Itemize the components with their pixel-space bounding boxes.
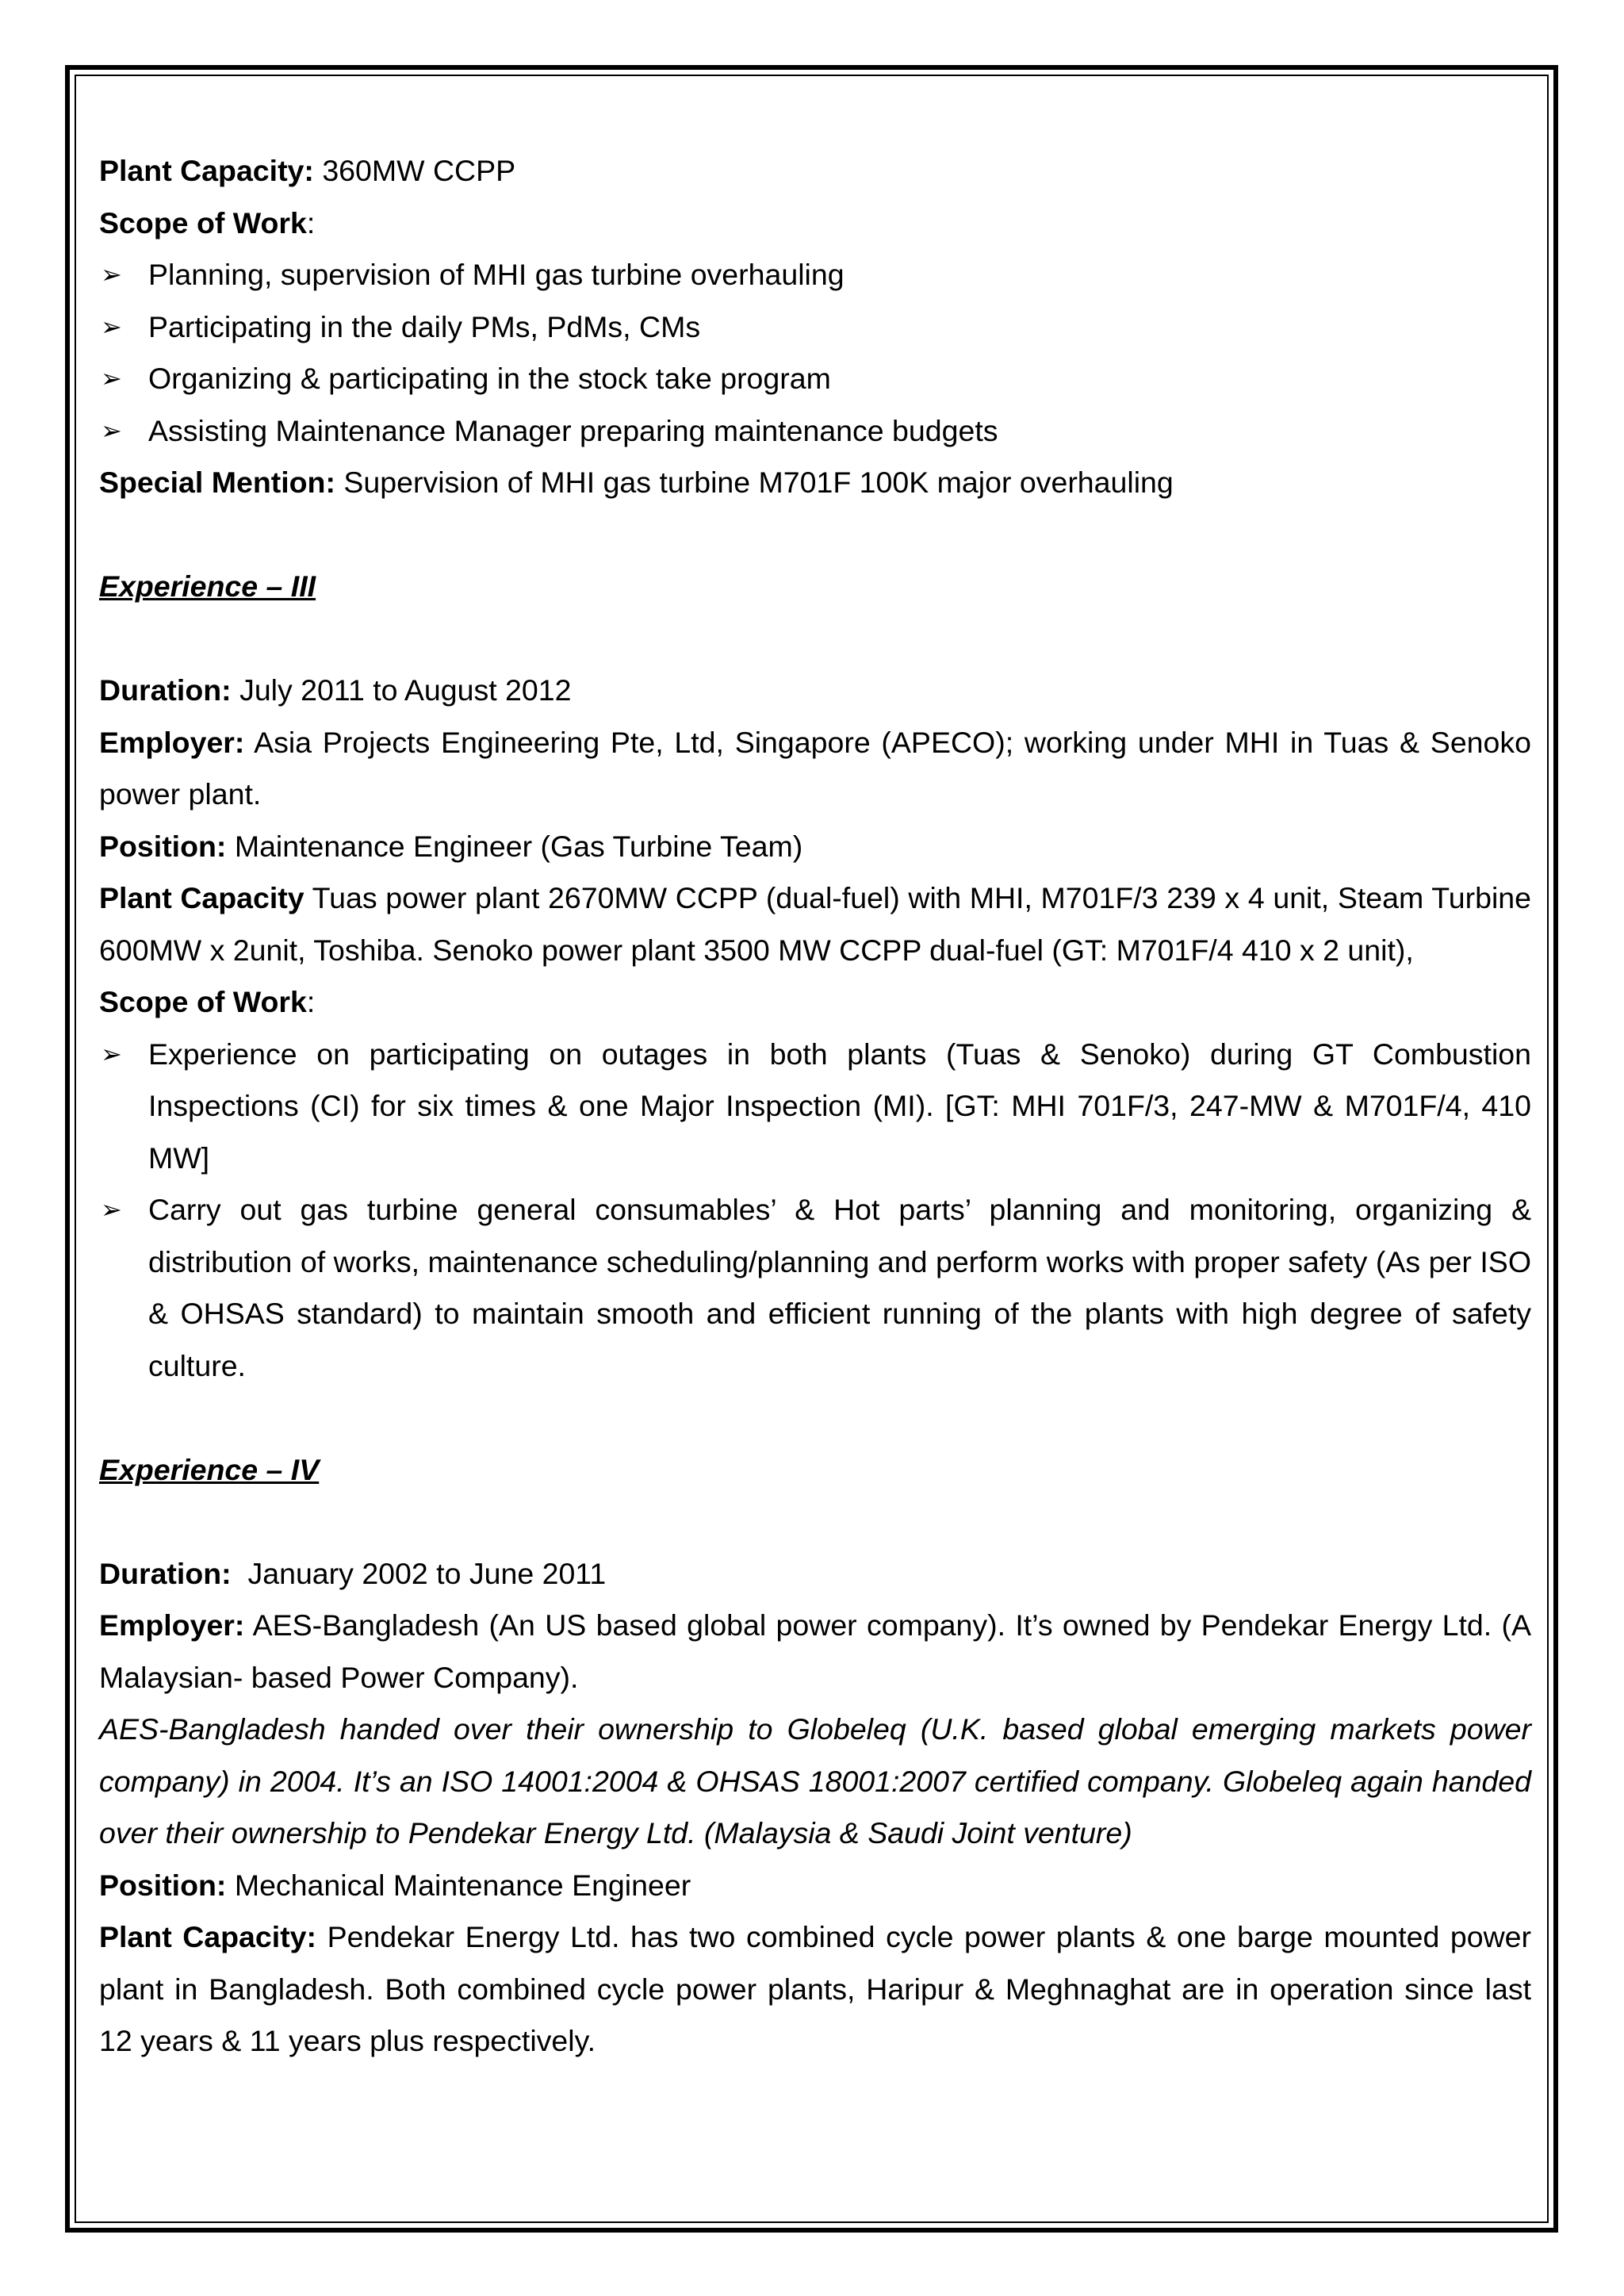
section-heading-experience-4: Experience – IV xyxy=(99,1452,320,1486)
duration-label: Duration: xyxy=(99,1556,232,1590)
list-item xyxy=(99,405,1531,458)
spacer xyxy=(99,1392,1531,1444)
ownership-note: AES-Bangladesh handed over their ownership to Globeleq (U.K. based global emerging markets power company) in 2004. It’s an ISO 14001:2004 & OHSAS 18001:2007 certified company. Globeleq again handed over their ownership to Pendekar Energy Ltd. (Malaysia & Saudi Joint venture) xyxy=(99,1712,1531,1849)
duration-line xyxy=(99,1548,1531,1600)
arrow-bullet-icon: ➢ xyxy=(101,1038,122,1069)
arrow-bullet-icon: ➢ xyxy=(101,259,122,289)
scope-colon: : xyxy=(306,985,316,1018)
plant-capacity-label: Plant Capacity: xyxy=(99,154,314,187)
list-item-text: Participating in the daily PMs, PdMs, CMs xyxy=(148,309,701,343)
plant-capacity-paragraph xyxy=(99,1911,1531,2068)
spacer xyxy=(99,509,1531,562)
employer-value: AES-Bangladesh (An US based global power company). It’s owned by Pendekar Energy Ltd. (A Malaysian- based Power Company). xyxy=(99,1608,1531,1694)
scope-of-work-label: Scope of Work xyxy=(99,985,307,1018)
arrow-bullet-icon: ➢ xyxy=(101,311,122,342)
employer-label: Employer: xyxy=(99,1608,245,1642)
position-line xyxy=(99,821,1531,873)
list-item-text: Organizing & participating in the stock take program xyxy=(148,362,831,395)
spacer xyxy=(99,1496,1531,1548)
arrow-bullet-icon: ➢ xyxy=(101,415,122,446)
employer-label: Employer: xyxy=(99,725,245,759)
duration-line xyxy=(99,665,1531,717)
arrow-bullet-icon: ➢ xyxy=(101,1194,122,1225)
position-line xyxy=(99,1860,1531,1912)
list-item-text: Experience on participating on outages in both plants (Tuas & Senoko) during GT Combustion Inspections (CI) for six times & one Major Inspection (MI). [GT: MHI 701F/3, 247-MW & M701F/4, 410 MW] xyxy=(148,1037,1531,1175)
special-mention-value: Supervision of MHI gas turbine M701F 100K major overhauling xyxy=(335,466,1174,499)
special-mention-line xyxy=(99,457,1531,509)
position-value: Maintenance Engineer (Gas Turbine Team) xyxy=(226,829,803,863)
scope-of-work-label: Scope of Work xyxy=(99,205,307,240)
plant-capacity-value: Tuas power plant 2670MW CCPP (dual-fuel) with MHI, M701F/3 239 x 4 unit, Steam Turbine 600MW x 2unit, Toshiba. Senoko power plant 3500 MW CCPP dual-fuel (GT: M701F/4 410 x 2 unit), xyxy=(99,881,1531,967)
plant-capacity-value: 360MW CCPP xyxy=(313,154,516,187)
position-value: Mechanical Maintenance Engineer xyxy=(226,1868,691,1902)
list-item-text: Carry out gas turbine general consumables’ & Hot parts’ planning and monitoring, organizing & distribution of works, maintenance scheduling/planning and perform works with proper safety (As per ISO & OHSAS standard) to maintain smooth and efficient running of the plants with high degree of safety culture. xyxy=(148,1193,1531,1382)
list-item-text: Planning, supervision of MHI gas turbine overhauling xyxy=(148,258,845,291)
plant-capacity-value: Pendekar Energy Ltd. has two combined cycle power plants & one barge mounted power plant in Bangladesh. Both combined cycle power plants, Haripur & Meghnaghat are in operation since last 12 years & 11 years plus respectively. xyxy=(99,1920,1532,2057)
duration-label: Duration: xyxy=(99,673,232,707)
duration-value: July 2011 to August 2012 xyxy=(231,673,572,707)
list-item-text: Assisting Maintenance Manager preparing maintenance budgets xyxy=(148,413,998,447)
special-mention-label: Special Mention: xyxy=(99,466,335,499)
plant-capacity-paragraph xyxy=(99,872,1531,976)
employer-paragraph xyxy=(99,1600,1531,1704)
employer-value: Asia Projects Engineering Pte, Ltd, Singapore (APECO); working under MHI in Tuas & Senoko power plant. xyxy=(99,725,1531,811)
arrow-bullet-icon: ➢ xyxy=(101,363,122,393)
scope-of-work-line xyxy=(99,976,1531,1029)
document-body xyxy=(99,145,1531,2068)
list-item xyxy=(99,249,1531,301)
plant-capacity-line xyxy=(99,145,1531,197)
spacer xyxy=(99,613,1531,665)
position-label: Position: xyxy=(99,829,227,863)
section-heading-experience-3: Experience – III xyxy=(99,569,316,603)
scope-colon: : xyxy=(306,205,316,240)
duration-value: January 2002 to June 2011 xyxy=(231,1556,607,1590)
employer-paragraph xyxy=(99,717,1531,821)
list-item xyxy=(99,1029,1531,1185)
plant-capacity-label: Plant Capacity: xyxy=(99,1920,317,1953)
plant-capacity-label: Plant Capacity xyxy=(99,881,304,914)
list-item xyxy=(99,301,1531,354)
scope-of-work-line xyxy=(99,197,1531,250)
list-item xyxy=(99,1184,1531,1392)
position-label: Position: xyxy=(99,1868,227,1902)
list-item xyxy=(99,353,1531,405)
